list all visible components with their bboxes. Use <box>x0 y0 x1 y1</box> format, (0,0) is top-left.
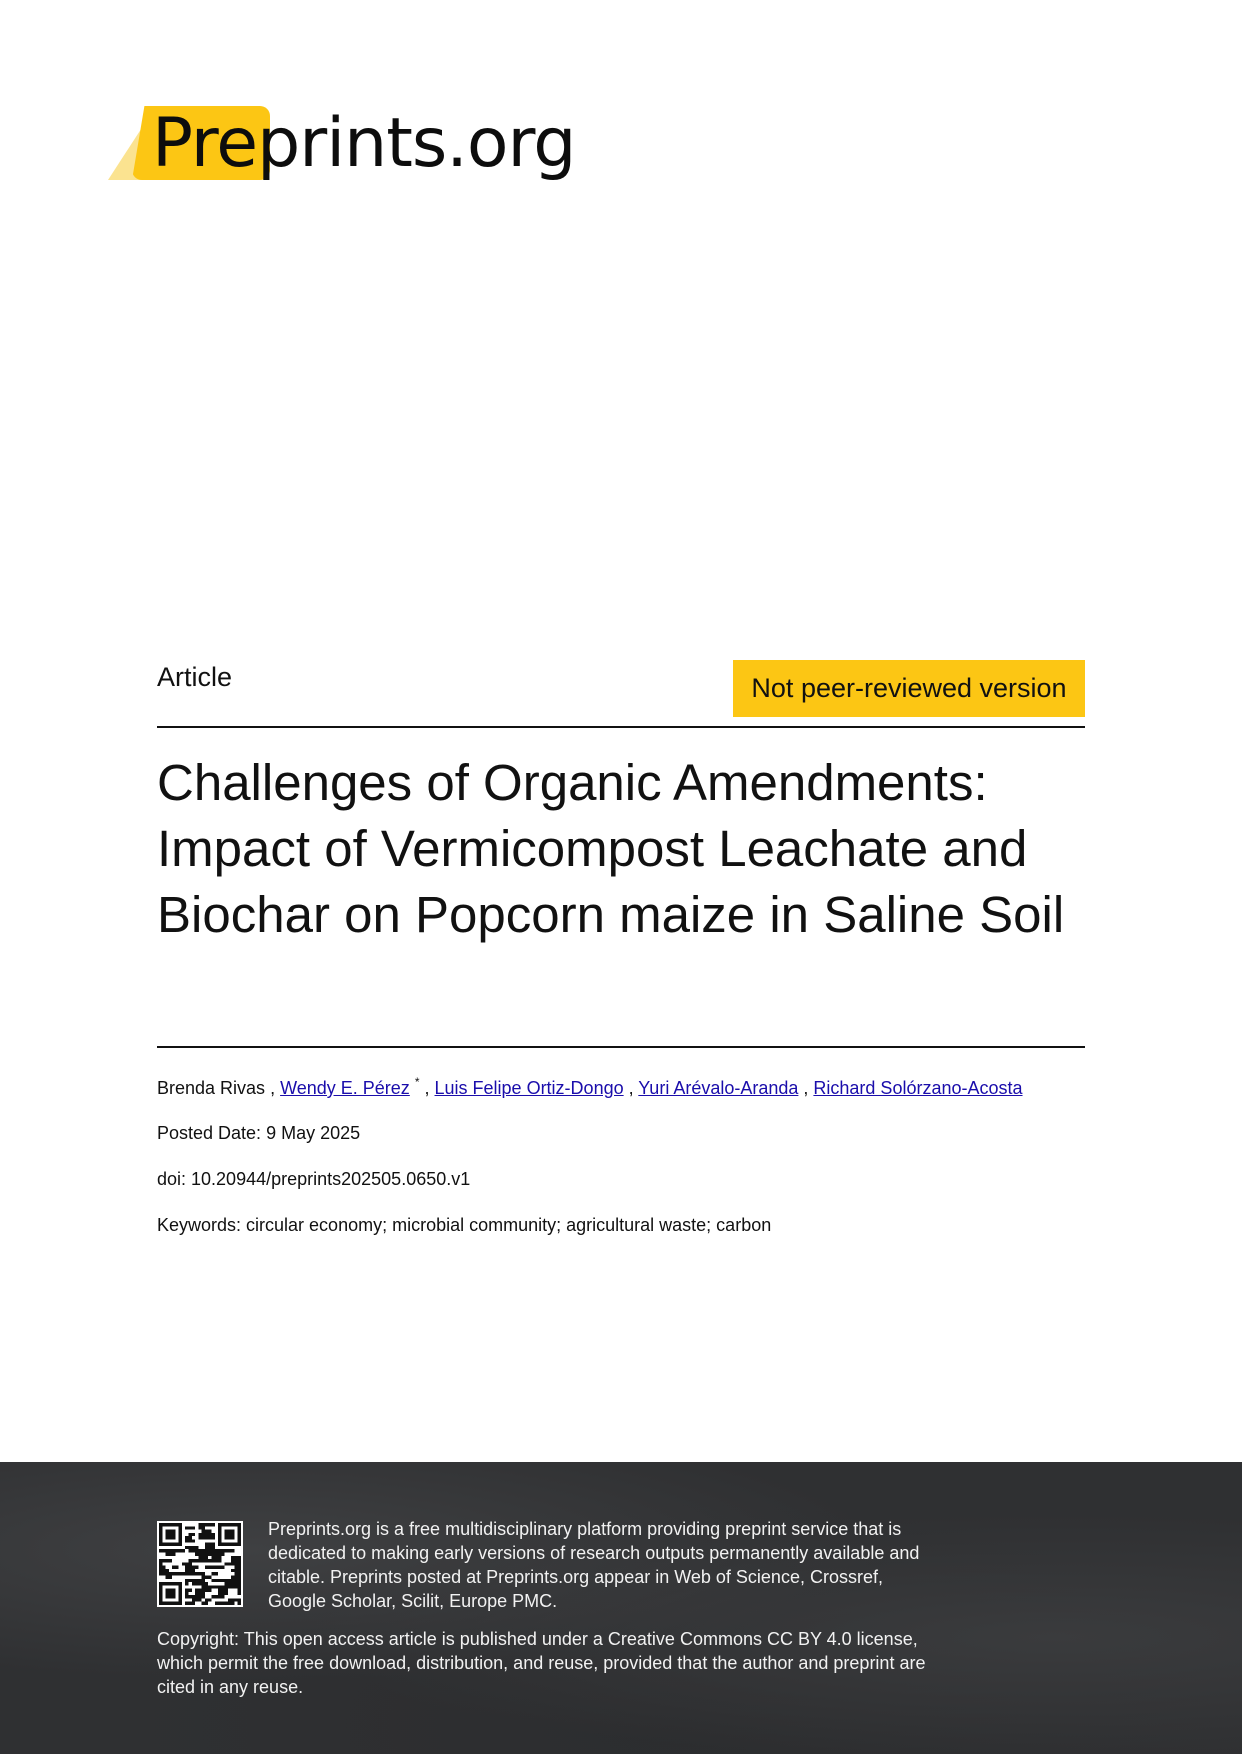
keywords: Keywords: circular economy; microbial community; agricultural waste; carbon <box>157 1215 772 1235</box>
bottom-divider <box>157 1046 1085 1048</box>
article-type-label: Article <box>157 662 233 692</box>
platform-description: Preprints.org is a free multidisciplinary platform providing preprint service that is dedicated to making early versions of research outputs permanently available and citable. Preprints posted at Preprints.org appear in Web of Science, Crossref, Google Scholar, Scilit, Europe PMC. <box>268 1519 920 1611</box>
doi: doi: 10.20944/preprints202505.0650.v1 <box>157 1169 471 1189</box>
author-link[interactable]: Richard Solórzano-Acosta <box>813 1078 1023 1098</box>
article-title: Challenges of Organic Amendments: Impact of Vermicompost Leachate and Biochar on Popcorn maize in Saline Soil <box>157 754 1065 943</box>
footer-panel <box>0 1462 1242 1754</box>
posted-date: Posted Date: 9 May 2025 <box>157 1123 361 1143</box>
qr-code-graphic <box>159 1523 241 1605</box>
corresponding-author-marker: * <box>414 1075 420 1089</box>
logo-text: Preprints.org <box>152 104 576 183</box>
status-badge: Not peer-reviewed version <box>733 660 1085 717</box>
author-link[interactable]: Luis Felipe Ortiz-Dongo <box>434 1078 624 1098</box>
author-link[interactable]: Yuri Arévalo-Aranda <box>638 1078 799 1098</box>
qr-code-icon[interactable] <box>157 1521 243 1607</box>
copyright-notice: Copyright: This open access article is published under a Creative Commons CC BY 4.0 license, which permit the free download, distribution, and reuse, provided that the author and preprint are cited in any reuse. <box>157 1629 926 1697</box>
author-name: Brenda Rivas <box>157 1078 266 1098</box>
preprints-logo[interactable] <box>108 106 588 182</box>
author-link[interactable]: Wendy E. Pérez <box>280 1078 410 1098</box>
author-list: Brenda Rivas , Wendy E. Pérez * , Luis Felipe Ortiz-Dongo , Yuri Arévalo-Aranda , Richard Solórzano-Acosta <box>157 1075 1023 1098</box>
top-divider <box>157 726 1085 728</box>
